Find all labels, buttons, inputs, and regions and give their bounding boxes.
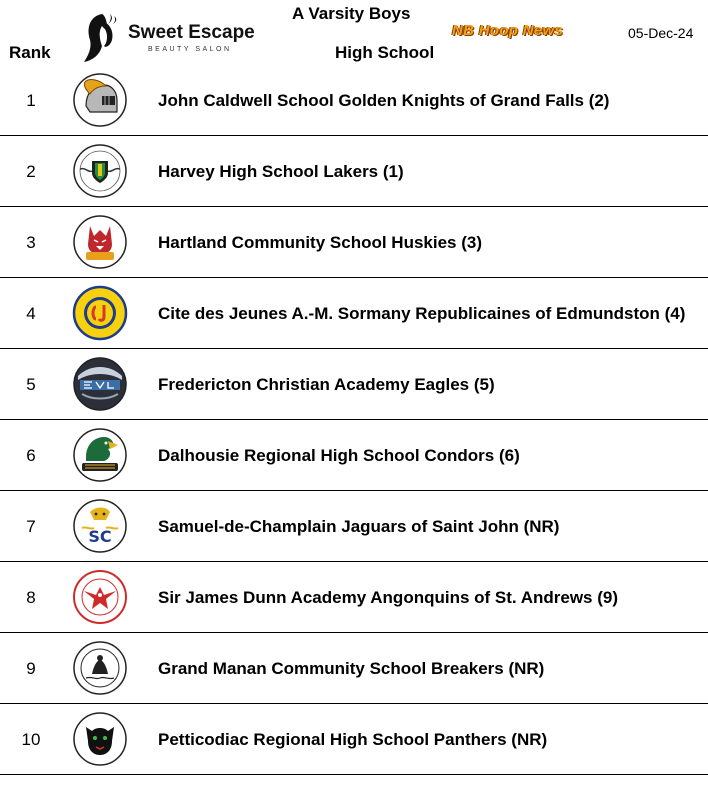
sponsor-logo (80, 12, 270, 64)
woman-silhouette-icon (80, 12, 124, 64)
rank-number: 7 (26, 517, 36, 536)
condor-head-icon (72, 427, 128, 483)
rank-number: 9 (26, 659, 36, 678)
row-divider (0, 774, 708, 775)
sponsor-tagline: BEAUTY SALON (148, 46, 232, 53)
ranking-row (0, 278, 708, 349)
team-name: Petticodiac Regional High School Panthers (NR) (158, 730, 548, 749)
rank-number: 2 (26, 162, 36, 181)
ranking-row (0, 65, 708, 136)
jaguar-sdc-icon (72, 498, 128, 554)
ranking-row (0, 704, 708, 775)
rank-number: 3 (26, 233, 36, 252)
team-name: Cite des Jeunes A.-M. Sormany Republicaines of Edmundston (4) (158, 304, 686, 323)
svg-text:SC: SC (88, 527, 112, 546)
team-name: Fredericton Christian Academy Eagles (5) (158, 375, 495, 394)
golden-knight-helmet-icon (72, 72, 128, 128)
rank-number: 5 (26, 375, 36, 394)
panther-head-icon (72, 711, 128, 767)
ranking-row (0, 491, 708, 562)
ranking-row (0, 562, 708, 633)
team-name: John Caldwell School Golden Knights of Grand Falls (2) (158, 91, 610, 110)
team-name: Samuel-de-Champlain Jaguars of Saint John (NR) (158, 517, 560, 536)
ranking-row (0, 420, 708, 491)
rank-number: 8 (26, 588, 36, 607)
husky-head-icon (72, 214, 128, 270)
sponsor-name: Sweet Escape (128, 22, 255, 43)
ranking-row (0, 207, 708, 278)
rank-number: 4 (26, 304, 36, 323)
team-name: Grand Manan Community School Breakers (NR) (158, 659, 545, 678)
page-subtitle: High School (335, 43, 435, 62)
team-name: Hartland Community School Huskies (3) (158, 233, 482, 252)
team-name: Dalhousie Regional High School Condors (6) (158, 446, 520, 465)
ranking-date: 05-Dec-24 (628, 25, 694, 41)
rank-column-header: Rank (9, 43, 51, 62)
team-name: Sir James Dunn Academy Angonquins of St. Andrews (9) (158, 588, 619, 607)
team-name: Harvey High School Lakers (1) (158, 162, 404, 181)
rank-number: 6 (26, 446, 36, 465)
eagles-wordmark-icon (72, 356, 128, 412)
nb-hoop-news-logo: NB Hoop News (452, 22, 564, 39)
ranking-row (0, 136, 708, 207)
red-eagle-crest-icon (72, 569, 128, 625)
rank-number: 1 (26, 91, 36, 110)
ranking-row (0, 349, 708, 420)
breakers-seal-icon (72, 640, 128, 696)
lakers-shield-icon (72, 143, 128, 199)
ranking-row (0, 633, 708, 704)
rank-number: 10 (21, 730, 41, 749)
page-title: A Varsity Boys (292, 4, 411, 23)
cdj-badge-icon (72, 285, 128, 341)
